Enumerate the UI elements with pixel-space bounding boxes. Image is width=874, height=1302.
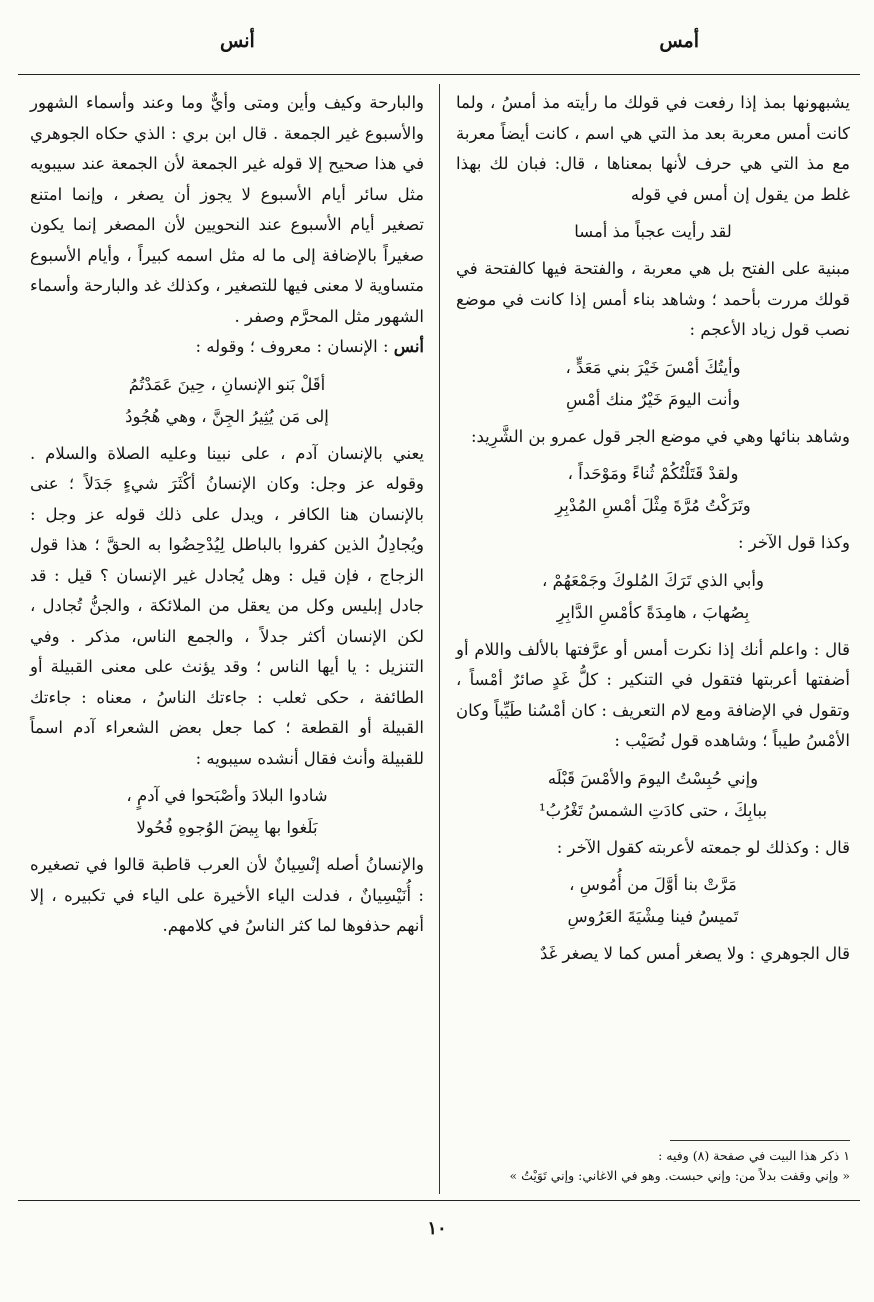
verse-line: ببابِكَ ، حتى كادَتِ الشمسُ تَغْرُبُ¹	[538, 800, 768, 820]
verse-line: وأبي الذي تَرَكَ المُلوكَ وجَمْعَهُمْ ،	[542, 570, 764, 590]
entry	[30, 332, 424, 363]
verse-line: وتَرَكْتُ مُرَّةَ مِثْلَ أمْسِ المُدْبِرِ	[555, 496, 751, 515]
verse-line: بِصُهابَ ، هامِدَةً كأمْسِ الدَّابِرِ	[556, 602, 750, 622]
paragraph: وشاهد بنائها وهي في موضع الجر قول عمرو بن الشَّرِيد:	[470, 426, 850, 446]
paragraph: وكذا قول الآخر :	[737, 533, 850, 552]
paragraph: مبنية على الفتح بل هي معربة ، والفتحة فيها كالفتحة في قولك مررت بأحمد ؛ وشاهد بناء أمس إذا كانت في موضع نصب قول زياد الأعجم :	[456, 259, 850, 339]
verse-line: تَميسُ فينا مِشْيَةَ العَرُوسِ	[567, 907, 739, 926]
footnote-rule	[670, 1140, 850, 1141]
verse-line: بَلَغوا بها بِيضَ الوُجوهِ فُحُولا	[136, 818, 318, 837]
verse-line: وإني حُبِسْتُ اليومَ والأمْسَ قَبْلَه	[547, 768, 759, 788]
verse-line: شادوا البلادَ وأصْبَحوا في آدمٍ ،	[126, 786, 328, 805]
verse	[456, 565, 850, 629]
bottom-rule	[18, 1200, 860, 1201]
header-word-right: أمس	[659, 30, 699, 52]
header-word-left: أنس	[220, 30, 255, 52]
verse	[456, 869, 850, 933]
top-rule	[18, 74, 860, 75]
verse	[30, 780, 424, 844]
entry-headword: أنس	[393, 337, 424, 356]
paragraph: قال : وكذلك لو جمعته لأعربته كقول الآخر :	[556, 837, 850, 857]
verse-line: وأيتُكَ أمْسَ خَيْرَ بني مَعَدٍّ ،	[565, 357, 741, 377]
verse-line: أقَلْ بَنو الإنسانِ ، حِينَ عَمَدْتُمُ	[128, 374, 326, 394]
paragraph: والبارحة وكيف وأين ومتى وأيٌّ وما وعند وأسماء الشهور والأسبوع غير الجمعة . قال ابن بري : الذي حكاه الجوهري في هذا صحيح إلا قوله غير الجمعة لأن الجمعة عند سيبويه مثل سائر أيام الأسبوع لا يجوز أن يصغر ، وإنما امتنع تصغير أيام الأسبوع عند النحويين لأن المصغر إنما يكون صغيراً بالإضافة إلى ما له مثل اسمه كبيراً ، وأيام الأسبوع متساوية لا معنى فيها للتصغير ، وكذلك غد والبارحة وأسماء الشهور مثل المحرَّم وصفر .	[30, 93, 424, 326]
verse-line: إلى مَن يُثِيرُ الجِنَّ ، وهي هُجُودُ	[125, 406, 329, 426]
footnotes	[450, 1146, 850, 1186]
paragraph: قال : واعلم أنك إذا نكرت أمس أو عرَّفتها بالألف واللام أو أضفتها أعربتها فتقول في التنكير : كلُّ غَدٍ صائرٌ أمْساً ، وتقول في الإضافة ومع لام التعريف : كان أمْسُنا طَيِّباً وكان الأمْسُ طيباً ؛ وشاهده قول نُصَيْب :	[456, 639, 850, 750]
verse-line: ولقدْ قَتَلْتُكُمْ ثُناءً ومَوْحَداً ،	[567, 464, 739, 483]
page-number: ١٠	[427, 1218, 447, 1239]
verse	[456, 216, 850, 248]
footnote-line: ١ ذكر هذا البيت في صفحة (٨) وفيه :	[658, 1148, 850, 1163]
left-column	[30, 88, 424, 942]
paragraph: والإنسانُ أصله إنْسِيانٌ لأن العرب قاطبة قالوا في تصغيره : أُنَيْسِيانٌ ، فدلت الياء الأخيرة على الياء في تكبيره ، إلا أنهم حذفوها لما كثر الناسُ في كلامهم.	[30, 855, 424, 935]
verse-line: لقد رأيت عجباً مذ أمسا	[574, 222, 732, 241]
entry-text: : الإنسان : معروف ؛ وقوله :	[195, 337, 394, 356]
paragraph: يشبهونها بمذ إذا رفعت في قولك ما رأيته مذ أمسُ ، ولما كانت أمس معربة بعد مذ التي هي اسم ، كانت أيضاً معربة مع مذ التي هي حرف لأنها بمعناها ، قال: فبان لك بهذا غلط من يقول إن أمس في قوله	[456, 93, 850, 204]
verse	[30, 369, 424, 433]
verse	[456, 458, 850, 522]
paragraph: قال الجوهري : ولا يصغر أمس كما لا يصغر غَدٌ	[539, 944, 850, 963]
verse	[456, 352, 850, 416]
paragraph: يعني بالإنسان آدم ، على نبينا وعليه الصلاة والسلام . وقوله عز وجل: وكان الإنسانُ أكْثَرَ شيءٍ جَدَلاً ؛ عنى بالإنسان هنا الكافر ، ويدل على ذلك قوله عز وجل : ويُجادِلُ الذين كفروا بالباطل لِيُدْحِضُوا به الحقَّ ؛ هذا قول الزجاج ، فإن قيل : وهل يُجادل غير الإنسان ؟ قيل : قد جادل إبليس وكل من يعقل من الملائكة ، والجنُّ تُجادل ، لكن الإنسان أكثر جدلاً ، والجمع الناس، مذكر . وفي التنزيل : يا أيها الناس ؛ وقد يؤنث على معنى القبيلة أو الطائفة ، حكى ثعلب : جاءتك الناسُ ، معناه : جاءتك القبيلة أو القطعة ؛ كما جعل بعض الشعراء آدم اسماً للقبيلة وأنث فقال أنشده سيبويه :	[30, 443, 424, 768]
verse	[456, 763, 850, 827]
right-column	[456, 88, 850, 970]
column-divider	[439, 84, 440, 1194]
footnote-line: « وإني وقفت بدلاً من: وإني حبست. وهو في الاغاني: وإني تَوَيْتُ »	[509, 1168, 850, 1183]
verse-line: وأنت اليومَ خَيْرٌ منك أمْسِ	[565, 389, 741, 409]
verse-line: مَرَّتْ بنا أوَّلَ من أُمُوسِ ،	[569, 875, 737, 894]
